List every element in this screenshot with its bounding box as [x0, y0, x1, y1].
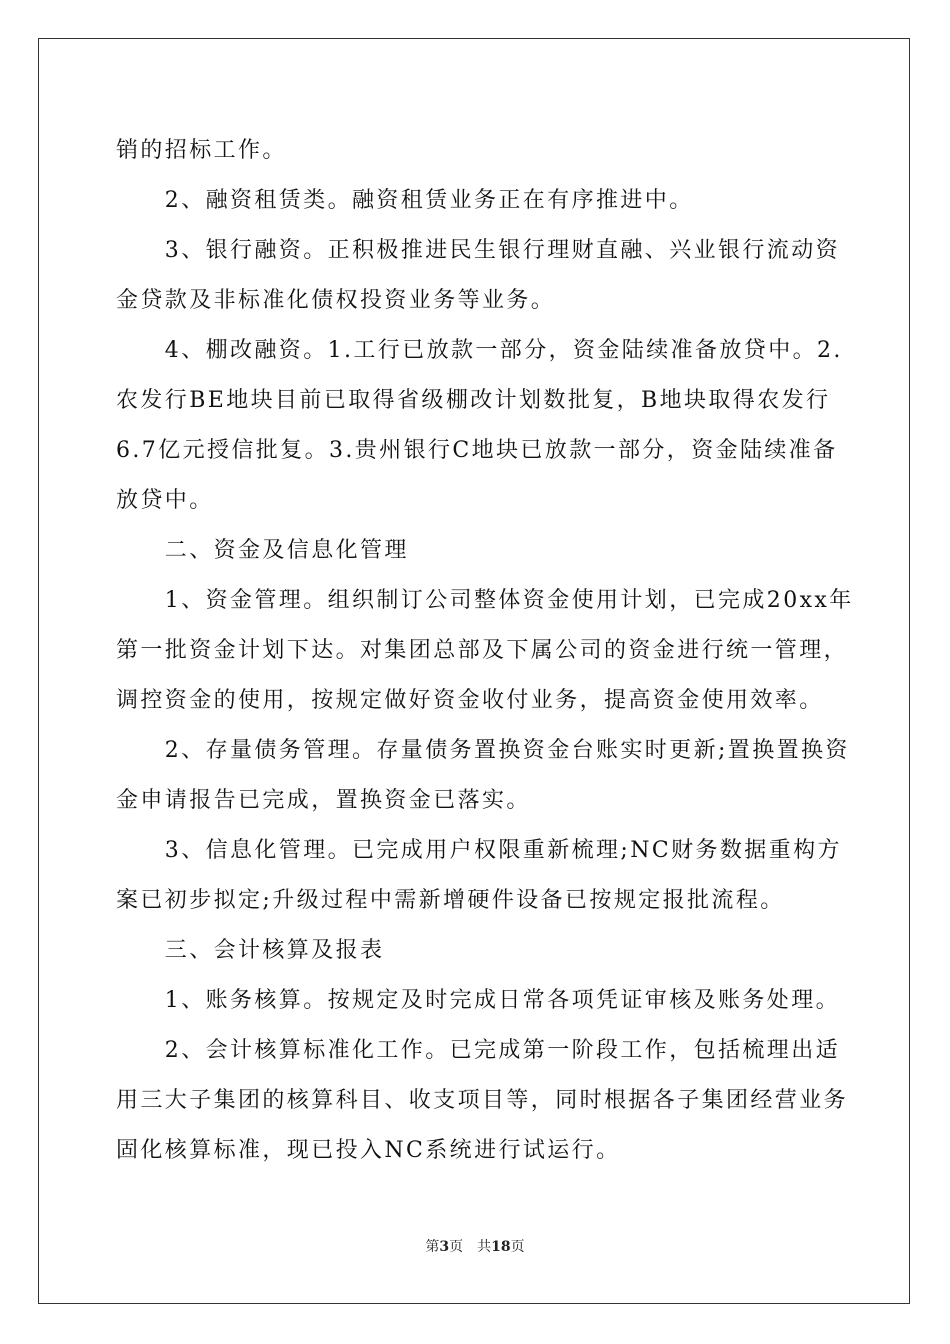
text-line: 固化核算标准，现已投入NC系统进行试运行。 [116, 1138, 621, 1163]
document-body [116, 126, 854, 1176]
text-line: 农发行BE地块目前已取得省级棚改计划数批复，B地块取得农发行 [116, 388, 831, 413]
page-suffix: 页 [449, 1239, 464, 1255]
text-line: 3、银行融资。正积极推进民生银行理财直融、兴业银行流动资 [116, 238, 840, 263]
total-suffix: 页 [510, 1239, 525, 1255]
text-line: 1、账务核算。按规定及时完成日常各项凭证审核及账务处理。 [116, 988, 840, 1013]
text-line: 2、会计核算标准化工作。已完成第一阶段工作，包括梳理出适 [116, 1038, 840, 1063]
total-prefix: 共 [477, 1239, 492, 1255]
text-line: 6.7亿元授信批复。3.贵州银行C地块已放款一部分，资金陆续准备 [116, 438, 838, 463]
page-footer [0, 1236, 950, 1256]
text-line: 3、信息化管理。已完成用户权限重新梳理;NC财务数据重构方 [116, 838, 842, 863]
page-prefix: 第 [425, 1239, 440, 1255]
text-line: 调控资金的使用，按规定做好资金收付业务，提高资金使用效率。 [116, 688, 824, 713]
text-line: 用三大子集团的核算科目、收支项目等，同时根据各子集团经营业务 [116, 1088, 849, 1113]
text-line: 2、存量债务管理。存量债务置换资金台账实时更新;置换置换资 [116, 738, 850, 763]
text-line: 4、棚改融资。1.工行已放款一部分，资金陆续准备放贷中。2. [116, 338, 843, 363]
text-line: 金贷款及非标准化债权投资业务等业务。 [116, 288, 556, 313]
total-pages: 18 [491, 1239, 511, 1255]
text-line: 放贷中。 [116, 488, 214, 513]
text-line: 金申请报告已完成，置换资金已落实。 [116, 788, 531, 813]
section-heading: 二、资金及信息化管理 [116, 538, 409, 563]
text-line: 案已初步拟定;升级过程中需新增硬件设备已按规定报批流程。 [116, 888, 785, 913]
page-number: 3 [439, 1239, 450, 1255]
text-line: 2、融资租赁类。融资租赁业务正在有序推进中。 [116, 188, 694, 213]
text-line: 销的招标工作。 [116, 138, 287, 163]
text-line: 1、资金管理。组织制订公司整体资金使用计划，已完成20xx年 [116, 588, 854, 613]
text-line: 第一批资金计划下达。对集团总部及下属公司的资金进行统一管理， [116, 638, 849, 663]
section-heading: 三、会计核算及报表 [116, 938, 385, 963]
